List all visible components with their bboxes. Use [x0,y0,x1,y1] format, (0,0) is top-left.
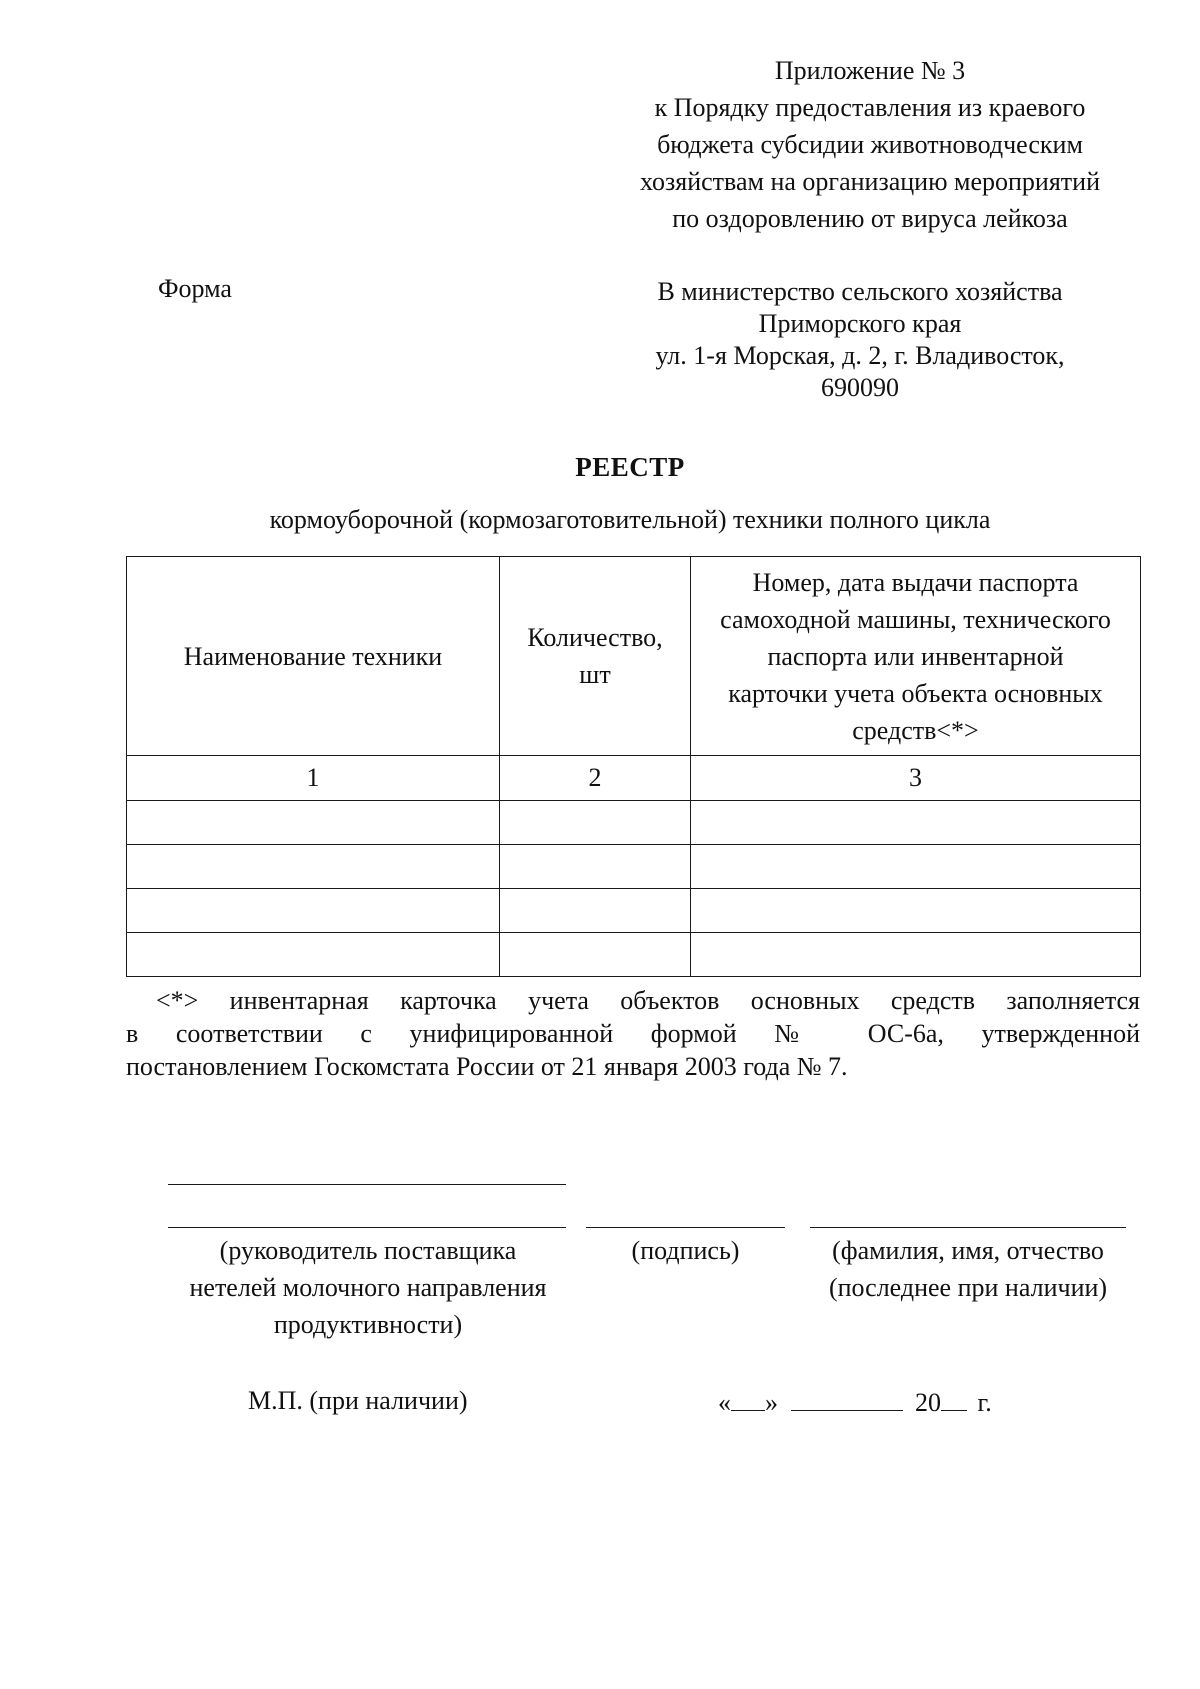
header-text: карточки учета объекта основных [728,678,1103,708]
addressee-block [620,276,1100,404]
registry-table [126,556,1141,977]
column-number: 1 [127,756,500,801]
date-open-quote: « [718,1388,731,1417]
table-cell[interactable] [691,933,1141,977]
manager-line[interactable] [168,1227,566,1228]
table-cell[interactable] [500,845,691,889]
header-passport-info [691,557,1141,756]
header-equipment-name [127,557,500,756]
appendix-line: Приложение № 3 [774,56,966,85]
table-cell[interactable] [691,889,1141,933]
table-row [127,801,1141,845]
addressee-line: 690090 [821,373,899,402]
table-cell[interactable] [127,933,500,977]
table-header-row [127,557,1141,756]
addressee-line: ул. 1-я Морская, д. 2, г. Владивосток, [655,341,1065,370]
addressee-line: В министерство сельского хозяйства [657,277,1063,306]
header-text: Количество, [527,623,663,652]
date-close-quote: » [765,1388,778,1417]
signature-line[interactable] [586,1227,785,1228]
caption-line: (последнее при наличии) [828,1273,1108,1302]
header-quantity [500,557,691,756]
table-cell[interactable] [500,933,691,977]
caption-line: нетелей молочного направления [189,1273,547,1302]
caption-line: продуктивности) [273,1310,463,1339]
stamp-label: М.П. (при наличии) [248,1386,468,1415]
caption-line: (руководитель поставщика [219,1236,517,1265]
table-row [127,889,1141,933]
month-blank[interactable] [791,1388,903,1411]
manager-caption [148,1232,588,1343]
caption-line: (подпись) [631,1236,740,1265]
year-prefix: 20 [915,1388,941,1417]
header-text: паспорта или инвентарной [767,641,1064,671]
appendix-line: по оздоровлению от вируса лейкоза [672,204,1068,233]
appendix-line: бюджета субсидии животноводческим [657,130,1083,159]
name-caption [800,1232,1136,1306]
column-number: 3 [691,756,1141,801]
header-text: Наименование техники [183,641,443,671]
footnote [126,984,1140,1083]
footnote-line: <*> инвентарная карточка учета объектов основных средств заполняется [156,986,1140,1015]
column-number: 2 [500,756,691,801]
appendix-line: к Порядку предоставления из краевого [654,93,1086,122]
header-text: Номер, дата выдачи паспорта [752,567,1079,597]
column-number-row [127,756,1141,801]
appendix-line: хозяйствам на организацию мероприятий [639,167,1100,196]
document-title: РЕЕСТР [575,452,685,482]
header-text: шт [579,660,611,689]
form-label: Форма [158,274,232,303]
header-text: средств<*> [852,715,979,745]
table-cell[interactable] [500,889,691,933]
date-field [718,1388,992,1416]
table-row [127,933,1141,977]
appendix-header [610,52,1130,237]
year-suffix: г. [977,1388,992,1417]
table-cell[interactable] [127,845,500,889]
footnote-line: в соответствии с унифицированной формой № ОС-6а, утвержденной [126,1019,1140,1048]
table-cell[interactable] [691,801,1141,845]
table-cell[interactable] [127,801,500,845]
manager-title-line[interactable] [168,1184,566,1185]
caption-line: (фамилия, имя, отчество [832,1236,1104,1265]
table-cell[interactable] [127,889,500,933]
addressee-line: Приморского края [758,309,962,338]
table-cell[interactable] [691,845,1141,889]
table-row [127,845,1141,889]
year-blank[interactable] [941,1388,967,1411]
footnote-line: постановлением Госкомстата России от 21 января 2003 года № 7. [126,1052,848,1081]
day-blank[interactable] [731,1388,765,1411]
table-cell[interactable] [500,801,691,845]
name-line[interactable] [810,1227,1126,1228]
header-text: самоходной машины, технического [720,604,1111,634]
document-subtitle: кормоуборочной (кормозаготовительной) техники полного цикла [269,505,991,534]
signature-caption [586,1232,785,1269]
